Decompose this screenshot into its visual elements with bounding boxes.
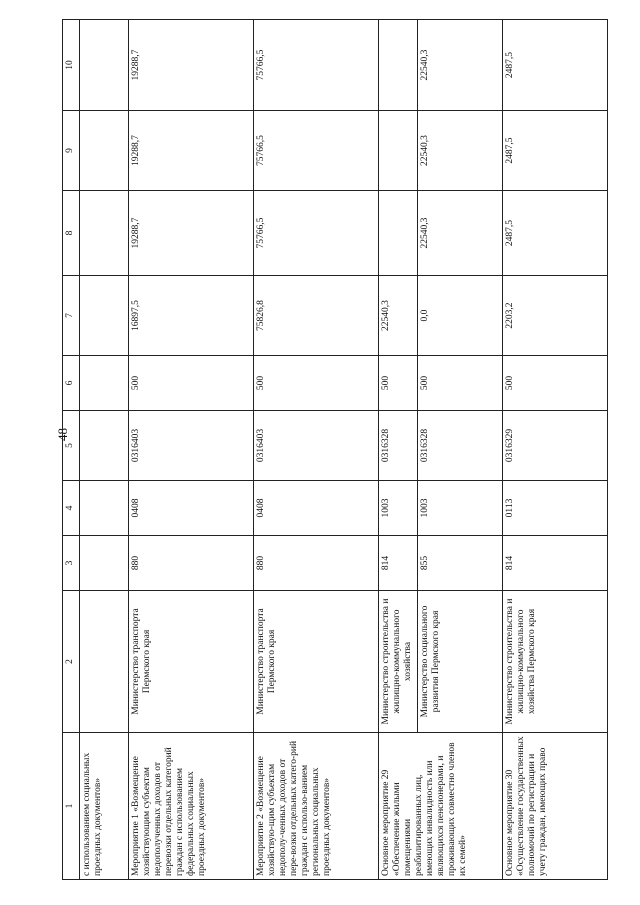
amount-cell: 2487,5 <box>503 111 608 191</box>
amount-cell: 22540,3 <box>379 276 418 356</box>
header-cell: 9 <box>63 111 80 191</box>
code-cell <box>80 481 129 536</box>
ministry-cell: Министерство строительства и жилищно-коммунального хозяйства Пермского края <box>503 591 608 733</box>
amount-cell: 19288,7 <box>129 111 254 191</box>
ministry-cell: Министерство социального развития Пермского края <box>418 591 503 733</box>
amount-cell: 2203,2 <box>503 276 608 356</box>
amount-cell: 0,0 <box>418 276 503 356</box>
amount-cell <box>379 20 418 111</box>
header-cell: 8 <box>63 191 80 276</box>
header-cell: 1 <box>63 733 80 880</box>
amount-cell <box>80 20 129 111</box>
code-cell: 500 <box>503 356 608 411</box>
code-cell: 814 <box>379 536 418 591</box>
budget-table <box>62 19 608 880</box>
code-cell: 0316328 <box>418 411 503 481</box>
code-cell <box>80 411 129 481</box>
table-row <box>254 20 379 880</box>
header-cell: 7 <box>63 276 80 356</box>
amount-cell: 19288,7 <box>129 20 254 111</box>
header-cell: 2 <box>63 591 80 733</box>
code-cell: 0316403 <box>129 411 254 481</box>
amount-cell: 75826,8 <box>254 276 379 356</box>
amount-cell: 22540,3 <box>418 191 503 276</box>
code-cell: 0316329 <box>503 411 608 481</box>
header-cell: 10 <box>63 20 80 111</box>
ministry-cell: Министерство строительства и жилищно-коммунального хозяйства <box>379 591 418 733</box>
code-cell: 855 <box>418 536 503 591</box>
rotated-table-container <box>62 20 607 880</box>
code-cell: 814 <box>503 536 608 591</box>
code-cell: 1003 <box>379 481 418 536</box>
code-cell: 880 <box>254 536 379 591</box>
header-cell: 6 <box>63 356 80 411</box>
table-row <box>129 20 254 880</box>
header-cell: 5 <box>63 411 80 481</box>
ministry-cell: Министерство транспорта Пермского края <box>129 591 254 733</box>
page-number: 48 <box>55 428 70 441</box>
code-cell <box>80 536 129 591</box>
code-cell: 500 <box>379 356 418 411</box>
amount-cell <box>379 191 418 276</box>
amount-cell <box>80 191 129 276</box>
ministry-cell: Министерство транспорта Пермского края <box>254 591 379 733</box>
ministry-cell <box>80 591 129 733</box>
activity-name-cell: с использованием социальных проездных документов» <box>80 733 129 880</box>
amount-cell: 22540,3 <box>418 111 503 191</box>
amount-cell: 75766,5 <box>254 111 379 191</box>
amount-cell <box>379 111 418 191</box>
amount-cell: 75766,5 <box>254 191 379 276</box>
code-cell: 500 <box>418 356 503 411</box>
table-row <box>379 20 418 880</box>
header-cell: 3 <box>63 536 80 591</box>
amount-cell: 19288,7 <box>129 191 254 276</box>
amount-cell <box>80 111 129 191</box>
code-cell <box>80 356 129 411</box>
code-cell: 0408 <box>129 481 254 536</box>
table-row <box>80 20 129 880</box>
amount-cell: 2487,5 <box>503 20 608 111</box>
table-row <box>503 20 608 880</box>
code-cell: 880 <box>129 536 254 591</box>
amount-cell: 2487,5 <box>503 191 608 276</box>
activity-name-cell: Основное мероприятие 30 «Осуществление государственных полномочий по регистрации и учету граждан, имеющих право <box>503 733 608 880</box>
code-cell: 0408 <box>254 481 379 536</box>
code-cell: 500 <box>129 356 254 411</box>
header-row <box>63 20 80 880</box>
code-cell: 0316403 <box>254 411 379 481</box>
code-cell: 500 <box>254 356 379 411</box>
code-cell: 1003 <box>418 481 503 536</box>
activity-name-cell: Мероприятие 1 «Возмещение хозяйствующим субъектам недополученных доходов от перевозки отдельных категорий граждан с использованием федеральных социальных проездных документов» <box>129 733 254 880</box>
amount-cell <box>80 276 129 356</box>
code-cell: 0316328 <box>379 411 418 481</box>
amount-cell: 16897,5 <box>129 276 254 356</box>
activity-name-cell: Основное мероприятие 29 «Обеспечение жилыми помещениями реабилитированных лиц, имеющих инвалидность или являющихся пенсионерами, и проживающих совместно членов их семей» <box>379 733 503 880</box>
amount-cell: 22540,3 <box>418 20 503 111</box>
amount-cell: 75766,5 <box>254 20 379 111</box>
header-cell: 4 <box>63 481 80 536</box>
code-cell: 0113 <box>503 481 608 536</box>
activity-name-cell: Мероприятие 2 «Возмещение хозяйствую-щим субъектам недополу-ченных доходов от пере-возки отдельных катего-рий граждан с использо-ванием региональных социальных проездных документов» <box>254 733 379 880</box>
